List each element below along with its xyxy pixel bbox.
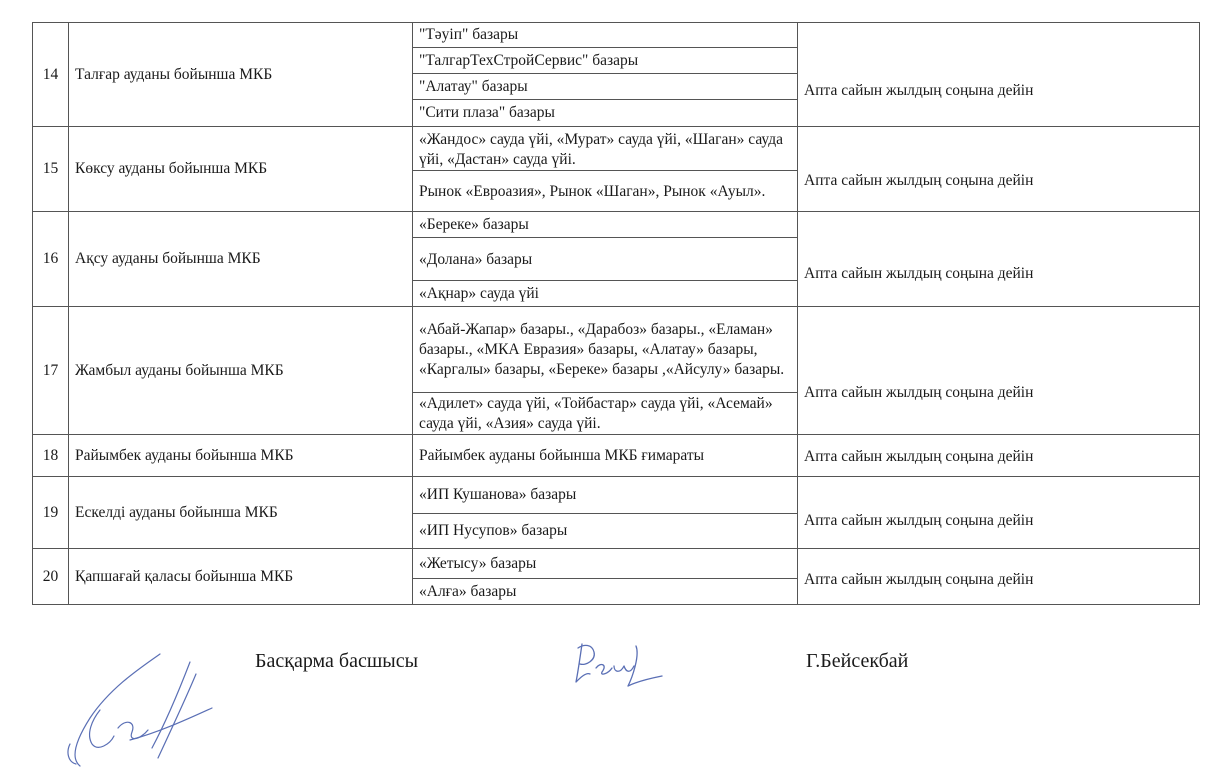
schedule-table — [32, 22, 1200, 605]
signatory-name: Г.Бейсекбай — [806, 650, 909, 672]
row-number: 20 — [33, 549, 69, 605]
market-cell: "ТалгарТехСтройСервис" базары — [413, 48, 798, 74]
market-cell: «Алға» базары — [413, 579, 798, 605]
market-cell: "Сити плаза" базары — [413, 100, 798, 127]
market-cell: «Жандос» сауда үйі, «Мурат» сауда үйі, «Шаган» сауда үйі, «Дастан» сауда үйі. — [413, 127, 798, 171]
handwritten-signature — [40, 648, 230, 768]
market-cell: Рынок «Евроазия», Рынок «Шаган», Рынок «Ауыл». — [413, 171, 798, 212]
market-cell: «Береке» базары — [413, 212, 798, 238]
market-cell: «Долана» базары — [413, 238, 798, 281]
district-cell: Ескелді ауданы бойынша МКБ — [69, 477, 413, 549]
table-row — [33, 477, 1200, 514]
market-cell: «ИП Нусупов» базары — [413, 514, 798, 549]
district-cell: Райымбек ауданы бойынша МКБ — [69, 435, 413, 477]
district-cell: Ақсу ауданы бойынша МКБ — [69, 212, 413, 307]
market-cell: «ИП Кушанова» базары — [413, 477, 798, 514]
table-row — [33, 212, 1200, 238]
market-cell: «Ақнар» сауда үйі — [413, 281, 798, 307]
row-number: 15 — [33, 127, 69, 212]
handwritten-signature — [570, 638, 670, 698]
district-cell: Жамбыл ауданы бойынша МКБ — [69, 307, 413, 435]
table-row — [33, 23, 1200, 48]
table-row — [33, 549, 1200, 579]
schedule-cell: Апта сайын жылдың соңына дейін — [798, 435, 1200, 477]
market-cell: "Алатау" базары — [413, 74, 798, 100]
market-cell: «Абай-Жапар» базары., «Дарабоз» базары., «Еламан» базары., «МКА Евразия» базары, «Алатау» базары, «Каргалы» базары, «Береке» базары ,«Айсулу» базары. — [413, 307, 798, 393]
row-number: 14 — [33, 23, 69, 127]
table-row — [33, 307, 1200, 393]
table-row — [33, 435, 1200, 477]
district-cell: Қапшағай қаласы бойынша МКБ — [69, 549, 413, 605]
schedule-cell: Апта сайын жылдың соңына дейін — [798, 549, 1200, 605]
district-cell: Талғар ауданы бойынша МКБ — [69, 23, 413, 127]
schedule-cell: Апта сайын жылдың соңына дейін — [798, 212, 1200, 307]
signatory-position: Басқарма басшысы — [255, 650, 419, 672]
schedule-cell: Апта сайын жылдың соңына дейін — [798, 127, 1200, 212]
market-cell: «Адилет» сауда үйі, «Тойбастар» сауда үйі, «Асемай» сауда үйі, «Азия» сауда үйі. — [413, 393, 798, 435]
row-number: 19 — [33, 477, 69, 549]
market-cell: «Жетысу» базары — [413, 549, 798, 579]
row-number: 18 — [33, 435, 69, 477]
schedule-cell: Апта сайын жылдың соңына дейін — [798, 307, 1200, 435]
market-cell: "Тәуіп" базары — [413, 23, 798, 48]
row-number: 17 — [33, 307, 69, 435]
market-cell: Райымбек ауданы бойынша МКБ ғимараты — [413, 435, 798, 477]
row-number: 16 — [33, 212, 69, 307]
table-row — [33, 127, 1200, 171]
schedule-cell: Апта сайын жылдың соңына дейін — [798, 477, 1200, 549]
district-cell: Көксу ауданы бойынша МКБ — [69, 127, 413, 212]
schedule-cell: Апта сайын жылдың соңына дейін — [798, 23, 1200, 127]
